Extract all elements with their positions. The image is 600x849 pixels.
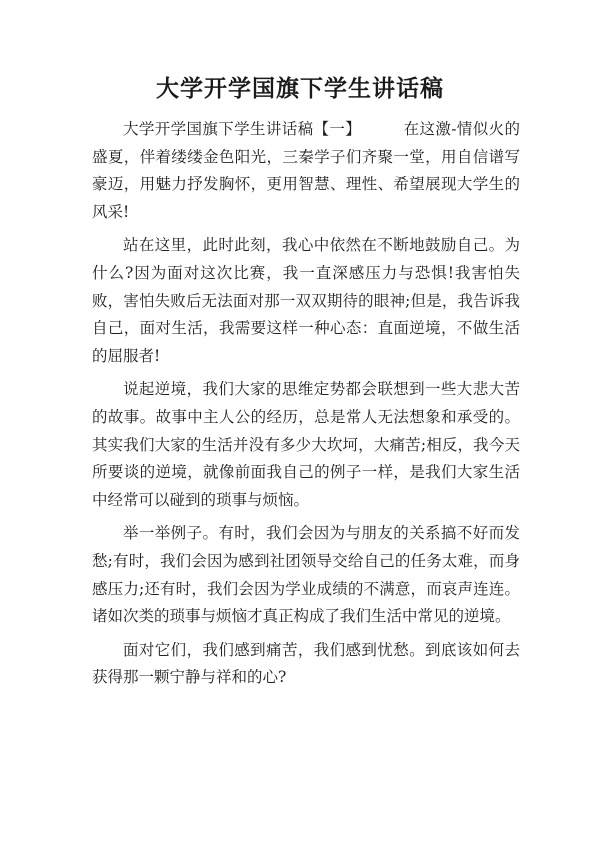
paragraph-5: 面对它们，我们感到痛苦，我们感到忧愁。到底该如何去获得那一颗宁静与祥和的心?: [92, 640, 520, 687]
paragraph-1-lead: 大学开学国旗下学生讲话稿【一】: [123, 120, 362, 138]
paragraph-4: 举一举例子。有时，我们会因为与朋友的关系搞不好而发愁;有时，我们会因为感到社团领导交给自己的任务太难，而身感压力;还有时，我们会因为学业成绩的不满意，而哀声连连。诸如次类的琐事与烦恼才真正构成了我们生活中常见的逆境。: [92, 524, 520, 626]
document-title: 大学开学国旗下学生讲话稿: [156, 75, 444, 102]
paragraph-1: [92, 116, 520, 226]
document-body: [92, 116, 520, 698]
paragraph-2: 站在这里，此时此刻，我心中依然在不断地鼓励自己。为什么?因为面对这次比赛，我一直深感压力与恐惧!我害怕失败，害怕失败后无法面对那一双双期待的眼神;但是，我告诉我自己，面对生活，我需要这样一种心态：直面逆境，不做生活的屈服者!: [92, 236, 520, 365]
paragraph-3: 说起逆境，我们大家的思维定势都会联想到一些大悲大苦的故事。故事中主人公的经历，总是常人无法想象和承受的。其实我们大家的生活并没有多少大坎坷，大痛苦;相反，我今天所要谈的逆境，就像前面我自己的例子一样，是我们大家生活中经常可以碰到的琐事与烦恼。: [92, 380, 520, 509]
paragraph-1-gap: [361, 120, 403, 138]
paragraph-1-text: 在这激-情似火的盛夏，伴着缕缕金色阳光，三秦学子们齐聚一堂，用自信谱写豪迈，用魅力抒发胸怀，更用智慧、理性、希望展现大学生的风采!: [92, 120, 520, 221]
